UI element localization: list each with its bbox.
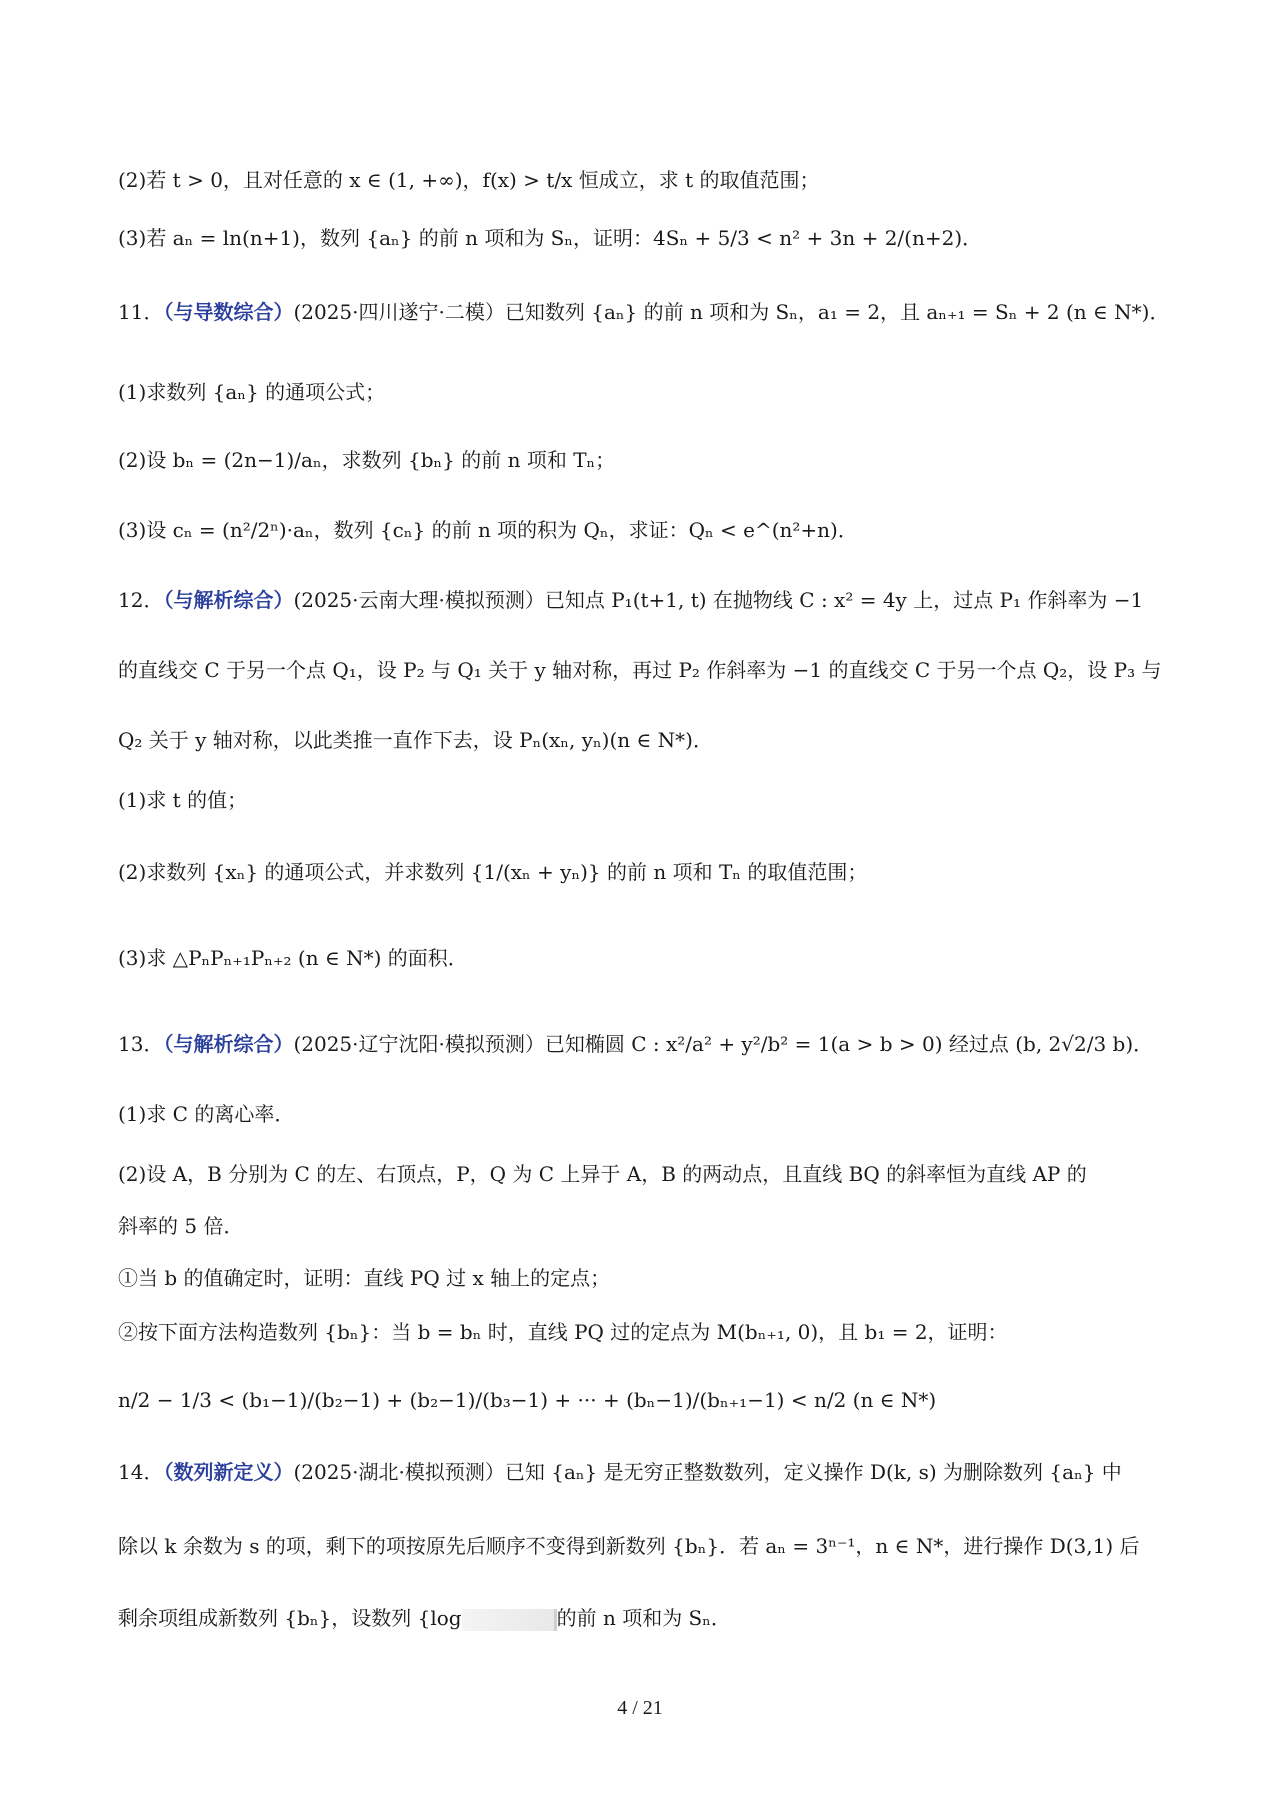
- q12-part3: (3)求 △PₙPₙ₊₁Pₙ₊₂ (n ∈ N*) 的面积．: [118, 946, 468, 970]
- problem-tag: （与解析综合）: [163, 1032, 294, 1056]
- problem-12-stem: 12．（与解析综合）(2025·云南大理·模拟预测）已知点 P₁(t+1, t) 在抛物线 C : x² = 4y 上，过点 P₁ 作斜率为 −1: [118, 588, 1144, 612]
- problem-12-stem-cont: Q₂ 关于 y 轴对称，以此类推一直作下去，设 Pₙ(xₙ, yₙ)(n ∈ N*)．: [118, 728, 713, 752]
- q10-part2: (2)若 t > 0，且对任意的 x ∈ (1, +∞)，f(x) > t/x 恒成立，求 t 的取值范围；: [118, 168, 820, 192]
- problem-tag: （与解析综合）: [163, 588, 294, 612]
- q13-inequality: n/2 − 1/3 < (b₁−1)/(b₂−1) + (b₂−1)/(b₃−1) + ··· + (bₙ−1)/(bₙ₊₁−1) < n/2 (n ∈ N*): [118, 1388, 937, 1412]
- q11-part3: (3)设 cₙ = (n²/2ⁿ)·aₙ，数列 {cₙ} 的前 n 项的积为 Qₙ，求证：Qₙ < e^(n²+n)．: [118, 518, 858, 542]
- redacted-region: [462, 1609, 557, 1631]
- problem-12-stem-cont: 的直线交 C 于另一个点 Q₁，设 P₂ 与 Q₁ 关于 y 轴对称，再过 P₂ 作斜率为 −1 的直线交 C 于另一个点 Q₂，设 P₃ 与: [118, 658, 1162, 682]
- problem-11-stem: 11．（与导数综合）(2025·四川遂宁·二模）已知数列 {aₙ} 的前 n 项和为 Sₙ，a₁ = 2，且 aₙ₊₁ = Sₙ + 2 (n ∈ N*)．: [118, 300, 1170, 324]
- q13-subpart2: ②按下面方法构造数列 {bₙ}：当 b = bₙ 时，直线 PQ 过的定点为 M(bₙ₊₁, 0)，且 b₁ = 2，证明：: [118, 1320, 1008, 1344]
- page-number: 4 / 21: [617, 1697, 663, 1719]
- problem-tag: （数列新定义）: [163, 1460, 294, 1484]
- q13-part1: (1)求 C 的离心率．: [118, 1102, 295, 1126]
- q11-part1: (1)求数列 {aₙ} 的通项公式；: [118, 380, 386, 404]
- problem-number: 11．: [118, 300, 164, 324]
- q13-part2: (2)设 A，B 分别为 C 的左、右顶点，P，Q 为 C 上异于 A，B 的两动点，且直线 BQ 的斜率恒为直线 AP 的: [118, 1162, 1087, 1186]
- q12-part1: (1)求 t 的值；: [118, 788, 248, 812]
- problem-14-stem-cont: 除以 k 余数为 s 的项，剩下的项按原先后顺序不变得到新数列 {bₙ}．若 aₙ = 3ⁿ⁻¹，n ∈ N*，进行操作 D(3,1) 后: [118, 1534, 1140, 1558]
- q13-part2-cont: 斜率的 5 倍．: [118, 1214, 244, 1238]
- q12-part2: (2)求数列 {xₙ} 的通项公式，并求数列 {1/(xₙ + yₙ)} 的前 n 项和 Tₙ 的取值范围；: [118, 860, 868, 884]
- problem-13-stem: 13．（与解析综合）(2025·辽宁沈阳·模拟预测）已知椭圆 C : x²/a² + y²/b² = 1(a > b > 0) 经过点 (b, 2√2/3 b)．: [118, 1032, 1154, 1056]
- problem-14-stem: 14．（数列新定义）(2025·湖北·模拟预测）已知 {aₙ} 是无穷正整数数列，定义操作 D(k, s) 为删除数列 {aₙ} 中: [118, 1460, 1122, 1484]
- problem-number: 12．: [118, 588, 164, 612]
- q11-part2: (2)设 bₙ = (2n−1)/aₙ，求数列 {bₙ} 的前 n 项和 Tₙ；: [118, 448, 616, 472]
- problem-tag: （与导数综合）: [163, 300, 294, 324]
- q10-part3: (3)若 aₙ = ln(n+1)，数列 {aₙ} 的前 n 项和为 Sₙ，证明：4Sₙ + 5/3 < n² + 3n + 2/(n+2)．: [118, 226, 983, 250]
- q13-subpart1: ①当 b 的值确定时，证明：直线 PQ 过 x 轴上的定点；: [118, 1266, 611, 1290]
- problem-number: 14．: [118, 1460, 164, 1484]
- problem-14-stem-cont: 剩余项组成新数列 {bₙ}，设数列 {log 的前 n 项和为 Sₙ．: [118, 1606, 731, 1630]
- problem-number: 13．: [118, 1032, 164, 1056]
